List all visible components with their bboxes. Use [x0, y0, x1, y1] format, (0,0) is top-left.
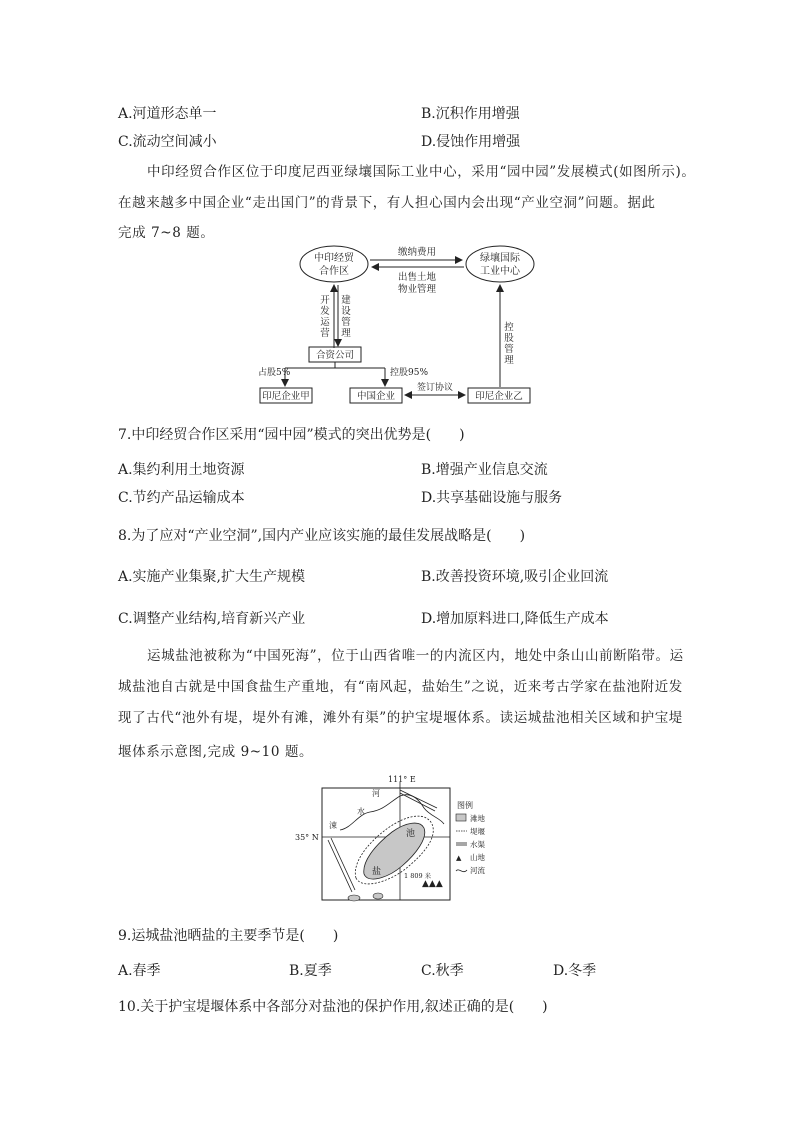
salt-lake-map	[292, 774, 512, 904]
park-model-diagram	[250, 240, 550, 410]
q8-option-a: A.实施产业集聚,扩大生产规模	[118, 569, 306, 585]
passage-7-8-line-3: 完成 7~8 题。	[118, 225, 215, 241]
dev-op-3: 运	[320, 317, 330, 328]
pool-label-bottom: 盐	[372, 867, 382, 877]
q9-option-d: D.冬季	[553, 963, 597, 979]
river-line	[340, 795, 444, 830]
pay-fee-label: 缴纳费用	[397, 247, 437, 258]
legend-river: 河流	[470, 866, 485, 875]
legend-dike: 堤堰	[470, 827, 485, 836]
build-mgmt-1: 建	[341, 295, 351, 306]
center-label-2: 工业中心	[480, 266, 520, 277]
holding-mgmt-1: 控	[504, 322, 514, 333]
build-mgmt-4: 理	[341, 328, 351, 339]
mountain-icon: ▲▲▲	[422, 879, 443, 889]
q7-option-b: B.增强产业信息交流	[421, 462, 548, 478]
sell-label-2: 物业管理	[397, 284, 437, 295]
q9-option-c: C.秋季	[421, 963, 464, 979]
q8-option-d: D.增加原料进口,降低生产成本	[421, 611, 609, 627]
legend-title: 图例	[457, 801, 473, 810]
holding-mgmt-4: 理	[504, 355, 514, 366]
zone-label-2: 合作区	[319, 266, 349, 277]
q10-stem: 10.关于护宝堤堰体系中各部分对盐池的保护作用,叙述正确的是( )	[118, 999, 548, 1015]
canal-char-3: 河	[372, 789, 380, 798]
passage-9-10-line-2: 城盐池自古就是中国食盐生产重地，有“南风起，盐始生”之说，近来考古学家在盐池附近发	[118, 679, 683, 695]
jv-label: 合资公司	[315, 350, 355, 361]
latitude-label: 35° N	[295, 833, 319, 842]
passage-7-8-line-1: 中印经贸合作区位于印度尼西亚绿壤国际工业中心，采用“园中园”发展模式(如图所示)。	[147, 164, 696, 180]
legend-beach-swatch	[456, 814, 466, 821]
passage-9-10-line-3: 现了古代“池外有堤，堤外有滩，滩外有渠”的护宝堤堰体系。读运城盐池相关区域和护宝堤	[118, 710, 683, 726]
q9-option-b: B.夏季	[289, 963, 332, 979]
legend-river-swatch	[456, 870, 467, 872]
stake5-label: 占股5%	[258, 368, 291, 378]
agreement-label: 签订协议	[416, 383, 454, 393]
legend-canal: 水渠	[470, 840, 485, 849]
q6-option-a: A.河道形态单一	[118, 106, 217, 122]
sell-label-1: 出售土地	[397, 272, 437, 283]
q8-option-c: C.调整产业结构,培育新兴产业	[118, 611, 306, 627]
q8-stem: 8.为了应对“产业空洞”,国内产业应该实施的最佳发展战略是( )	[118, 528, 526, 544]
q9-option-a: A.春季	[118, 963, 161, 979]
q7-option-a: A.集约利用土地资源	[118, 462, 245, 478]
q7-stem: 7.中印经贸合作区采用“园中园”模式的突出优势是( )	[118, 427, 465, 443]
holding-mgmt-3: 管	[504, 344, 514, 355]
legend-mountain: 山地	[470, 853, 485, 862]
stake95-label: 控股95%	[390, 368, 429, 378]
passage-9-10-line-4: 堰体系示意图,完成 9~10 题。	[118, 744, 314, 760]
dev-op-2: 发	[320, 306, 330, 317]
pool-label-top: 池	[406, 829, 416, 839]
firm-a-label: 印尼企业甲	[262, 391, 310, 402]
q6-option-d: D.侵蚀作用增强	[421, 134, 521, 150]
q7-option-d: D.共享基础设施与服务	[421, 490, 563, 506]
canal-line	[328, 840, 352, 892]
elevation-label: 1 809 米	[404, 872, 432, 880]
q7-option-c: C.节约产品运输成本	[118, 490, 245, 506]
legend-beach: 滩地	[470, 814, 485, 823]
q6-option-b: B.沉积作用增强	[421, 106, 520, 122]
center-label-1: 绿壤国际	[480, 253, 520, 264]
legend-mountain-icon: ▲	[456, 854, 462, 862]
longitude-label: 111° E	[388, 775, 416, 784]
dev-op-1: 开	[320, 295, 330, 306]
build-mgmt-2: 设	[341, 306, 351, 317]
q6-option-c: C.流动空间减小	[118, 134, 217, 150]
dev-op-4: 营	[320, 328, 330, 339]
q9-stem: 9.运城盐池晒盐的主要季节是( )	[118, 928, 339, 944]
holding-mgmt-2: 股	[504, 333, 514, 344]
canal-char-2: 水	[357, 807, 365, 816]
passage-7-8-line-2: 在越来越多中国企业“走出国门”的背景下，有人担心国内会出现“产业空洞”问题。据此	[118, 195, 656, 211]
zone-label-1: 中印经贸	[314, 253, 354, 264]
build-mgmt-3: 管	[341, 317, 351, 328]
firm-b-label: 印尼企业乙	[475, 391, 523, 402]
canal-char-1: 涑	[329, 821, 337, 830]
passage-9-10-line-1: 运城盐池被称为“中国死海”，位于山西省唯一的内流区内，地处中条山山前断陷带。运	[147, 648, 684, 664]
q8-option-b: B.改善投资环境,吸引企业回流	[421, 569, 609, 585]
cn-firm-label: 中国企业	[356, 391, 396, 402]
